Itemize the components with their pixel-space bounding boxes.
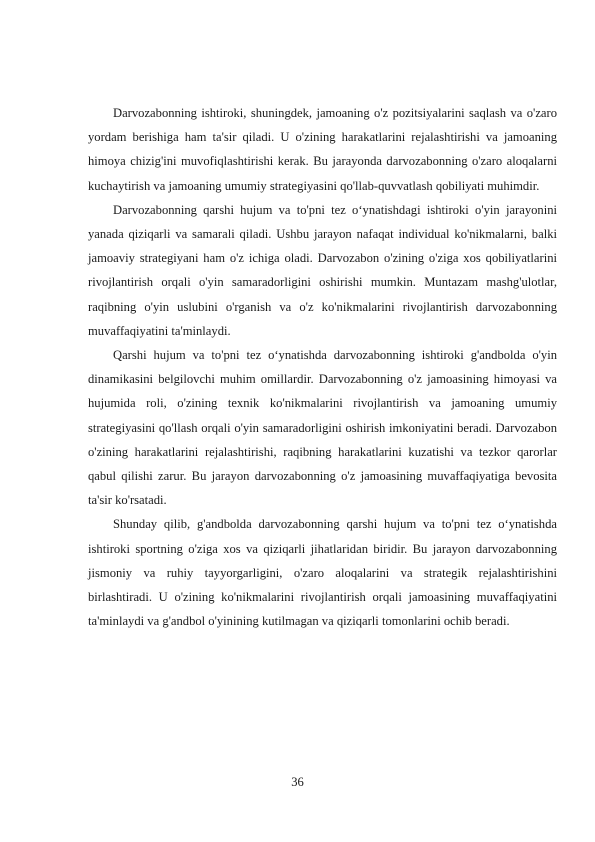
paragraph-3: Qarshi hujum va to'pni tez o‘ynatishda darvozabonning ishtiroki g'andbolda o'yin dinamikasini belgilovchi muhim omillardir. Darvozabonning o'z jamoasining himoyasi va hujumida roli, o'zining texnik ko'nikmalarini rivojlantirish va jamoaning umumiy strategiyasini qo'llash orqali o'yin samaradorligini oshirish imkoniyatini beradi. Darvozabon o'zining harakatlarini rejalashtirishi, raqibning harakatlarini kuzatishi va tezkor qarorlar qabul qilishi zarur. Bu jarayon darvozabonning o'z jamoasining muvaffaqiyatiga bevosita ta'sir ko'rsatadi.	[88, 348, 557, 508]
paragraph-2: Darvozabonning qarshi hujum va to'pni tez o‘ynatishdagi ishtiroki o'yin jarayonini yanada qiziqarli va samarali qiladi. Ushbu jarayon nafaqat individual ko'nikmalarni, balki jamoaviy strategiyani ham o'z ichiga oladi. Darvozabon o'zining o'ziga xos qobiliyatlarini rivojlantirish orqali o'yin samaradorligini oshirishi mumkin. Muntazam mashg'ulotlar, raqibning o'yin uslubini o'rganish va o'z ko'nikmalarini rivojlantirish darvozabonning muvaffaqiyatini ta'minlaydi.	[88, 202, 557, 338]
body-text	[88, 101, 557, 633]
paragraph-4: Shunday qilib, g'andbolda darvozabonning qarshi hujum va to'pni tez o‘ynatishda ishtiroki sportning o'ziga xos va qiziqarli jihatlaridan biridir. Bu jarayon darvozabonning jismoniy va ruhiy tayyorgarligini, o'zaro aloqalarini va strategik rejalashtirishini birlashtiradi. U o'zining ko'nikmalarini rivojlantirish orqali jamoasining muvaffaqiyatini ta'minlaydi va g'andbol o'yinining kutilmagan va qiziqarli tomonlarini ochib beradi.	[88, 517, 557, 629]
page-number: 36	[291, 775, 304, 789]
paragraph-1: Darvozabonning ishtiroki, shuningdek, jamoaning o'z pozitsiyalarini saqlash va o'zaro yordam berishiga ham ta'sir qiladi. U o'zining harakatlarini rejalashtirishi va jamoaning himoya chizig'ini muvofiqlashtirishi kerak. Bu jarayonda darvozabonning o'zaro aloqalarni kuchaytirish va jamoaning umumiy strategiyasini qo'llab-quvvatlash qobiliyati muhimdir.	[88, 106, 557, 193]
